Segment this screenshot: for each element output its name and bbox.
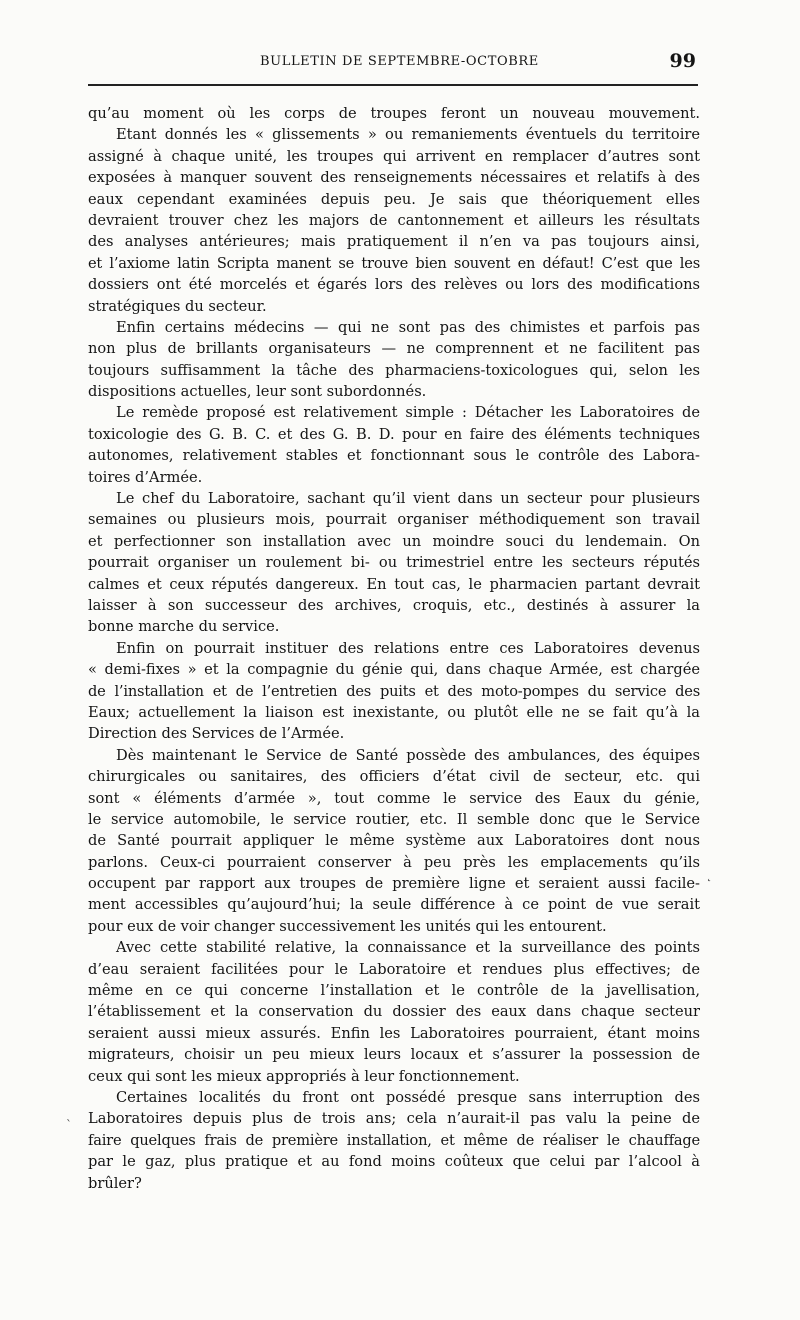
text-line: Enfin on pourrait instituer des relations entre ces Laboratoires devenus (116, 639, 700, 657)
text-line: calmes et ceux réputés dangereux. En tout cas, le pharmacien partant devrait (88, 575, 700, 593)
text-line: l’établissement et la conservation du dossier des eaux dans chaque secteur (88, 1003, 700, 1021)
text-line: Dès maintenant le Service de Santé possède des ambulances, des équipes (116, 746, 700, 764)
text-line: Laboratoires depuis plus de trois ans; cela n’aurait-il pas valu la peine de (88, 1110, 700, 1128)
text-line: stratégiques du secteur. (88, 297, 267, 315)
text-line: et perfectionner son installation avec un moindre souci du lendemain. On (88, 532, 700, 550)
stray-mark: ˛ (706, 868, 712, 882)
text-line: par le gaz, plus pratique et au fond moins coûteux que celui par l’alcool à (88, 1153, 700, 1171)
running-head: BULLETIN DE SEPTEMBRE-OCTOBRE (260, 54, 539, 69)
text-line: le service automobile, le service routier, etc. Il semble donc que le Service (88, 810, 700, 828)
text-line: non plus de brillants organisateurs — ne comprennent et ne facilitent pas (88, 340, 700, 358)
stray-mark: ˋ (66, 1118, 72, 1132)
text-line: Avec cette stabilité relative, la connaissance et la surveillance des points (116, 939, 700, 957)
text-line: toujours suffisamment la tâche des pharmaciens-toxicologues qui, selon les (88, 361, 700, 379)
text-line: semaines ou plusieurs mois, pourrait organiser méthodiquement son travail (88, 511, 700, 529)
text-line: seraient aussi mieux assurés. Enfin les Laboratoires pourraient, étant moins (88, 1024, 700, 1042)
text-line: parlons. Ceux-ci pourraient conserver à peu près les emplacements qu’ils (88, 853, 700, 871)
text-line: ment accessibles qu’aujourd’hui; la seule différence à ce point de vue serait (88, 896, 700, 914)
body-text (88, 103, 700, 1194)
text-line: brûler? (88, 1174, 142, 1192)
page-header (88, 50, 700, 76)
text-line: occupent par rapport aux troupes de première ligne et seraient aussi facile- (88, 875, 700, 893)
text-line: dispositions actuelles, leur sont subordonnés. (88, 383, 427, 401)
page-number: 99 (669, 50, 696, 72)
text-line: d’eau seraient facilitées pour le Laboratoire et rendues plus effectives; de (88, 960, 700, 978)
text-line: Etant donnés les « glissements » ou remaniements éventuels du territoire (116, 126, 700, 144)
text-line: assigné à chaque unité, les troupes qui arrivent en remplacer d’autres sont (88, 147, 700, 165)
text-line: pour eux de voir changer successivement les unités qui les entourent. (88, 917, 607, 935)
text-line: sont « éléments d’armée », tout comme le service des Eaux du génie, (88, 789, 700, 807)
text-line: eaux cependant examinées depuis peu. Je sais que théoriquement elles (88, 190, 700, 208)
text-line: qu’au moment où les corps de troupes feront un nouveau mouvement. (88, 105, 700, 122)
text-line: Certaines localités du front ont possédé presque sans interruption des (116, 1088, 700, 1106)
text-line: autonomes, relativement stables et fonctionnant sous le contrôle des Labora- (88, 447, 700, 465)
text-line: et l’axiome latin Scripta manent se trouve bien souvent en défaut! C’est que les (88, 254, 700, 272)
text-line: exposées à manquer souvent des renseignements nécessaires et relatifs à des (88, 169, 700, 187)
text-line: des analyses antérieures; mais pratiquement il n’en va pas toujours ainsi, (88, 233, 700, 251)
text-line: faire quelques frais de première installation, et même de réaliser le chauffage (88, 1131, 700, 1149)
text-line: dossiers ont été morcelés et égarés lors des relèves ou lors des modifications (88, 276, 700, 294)
text-line: pourrait organiser un roulement bi- ou trimestriel entre les secteurs réputés (88, 554, 700, 572)
text-line: Enfin certains médecins — qui ne sont pas des chimistes et parfois pas (116, 318, 700, 336)
text-line: de Santé pourrait appliquer le même système aux Laboratoires dont nous (88, 832, 700, 850)
text-line: toires d’Armée. (88, 468, 203, 486)
text-line: Eaux; actuellement la liaison est inexistante, ou plutôt elle ne se fait qu’à la (88, 703, 700, 721)
text-line: toxicologie des G. B. C. et des G. B. D. pour en faire des éléments techniques (88, 425, 700, 443)
text-line: ceux qui sont les mieux appropriés à leur fonctionnement. (88, 1067, 520, 1085)
text-line: Direction des Services de l’Armée. (88, 725, 345, 743)
text-line: « demi-fixes » et la compagnie du génie qui, dans chaque Armée, est chargée (88, 661, 700, 679)
text-line: migrateurs, choisir un peu mieux leurs locaux et s’assurer la possession de (88, 1046, 700, 1064)
text-line: même en ce qui concerne l’installation et le contrôle de la javellisation, (88, 982, 700, 1000)
text-line: Le chef du Laboratoire, sachant qu’il vient dans un secteur pour plusieurs (116, 490, 700, 508)
text-line: de l’installation et de l’entretien des puits et des moto-pompes du service des (88, 682, 700, 700)
text-line: laisser à son successeur des archives, croquis, etc., destinés à assurer la (88, 596, 700, 614)
text-line: devraient trouver chez les majors de cantonnement et ailleurs les résultats (88, 211, 700, 229)
text-line: Le remède proposé est relativement simple : Détacher les Laboratoires de (116, 404, 700, 422)
header-rule (88, 84, 698, 86)
text-line: chirurgicales ou sanitaires, des officiers d’état civil de secteur, etc. qui (88, 768, 700, 786)
text-line: bonne marche du service. (88, 618, 280, 636)
